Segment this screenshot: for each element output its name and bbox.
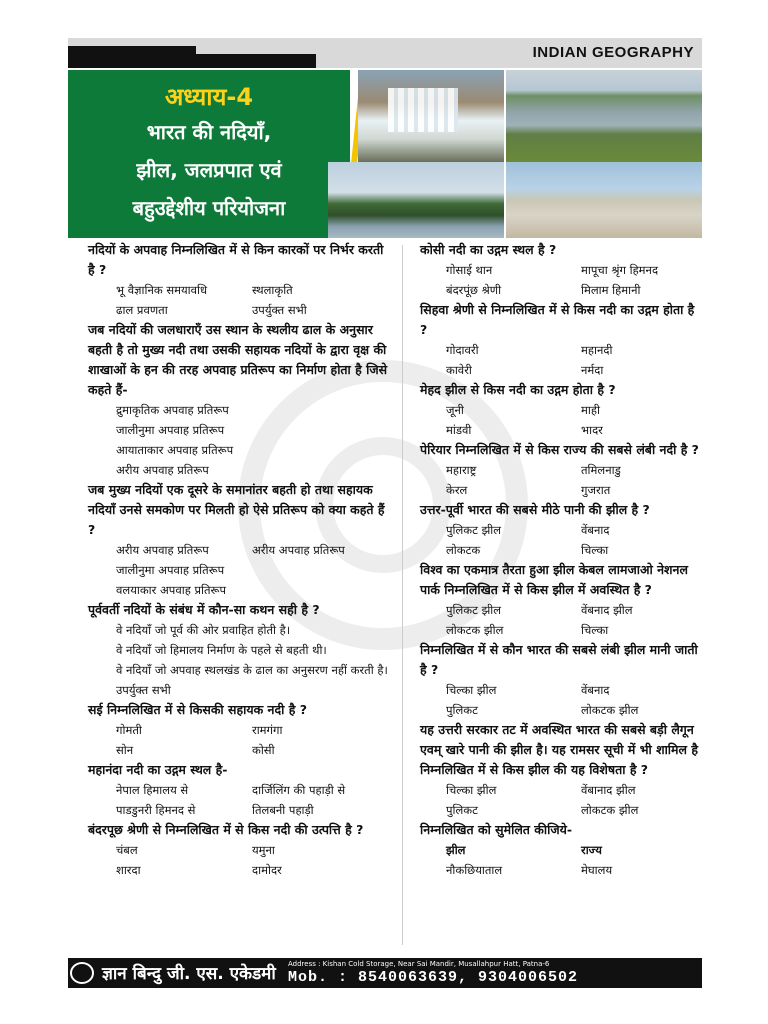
answer-option: झील: [446, 843, 466, 857]
answer-option: द्रुमाकृतिक अपवाह प्रतिरूप: [116, 403, 229, 417]
answer-option: गोदावरी: [446, 343, 479, 357]
footer-mobile: Mob. : 8540063639, 9304006502: [288, 969, 579, 986]
question-block: [88, 320, 388, 480]
answer-option: पुलिकट झील: [446, 603, 502, 617]
academy-logo-icon: [70, 962, 94, 984]
question-text: निम्नलिखित को सुमेलित कीजिये-: [420, 822, 573, 837]
chapter-number: अध्याय-4: [164, 83, 254, 111]
answer-option: गोमती: [116, 723, 142, 737]
question-text: पूर्ववर्ती नदियों के संबंध में कौन-सा कथन सही है ?: [88, 602, 320, 617]
column-divider: [402, 245, 403, 945]
question-block: [420, 440, 702, 500]
answer-option: अरीय अपवाह प्रतिरूप: [252, 543, 345, 557]
answer-option: जालीनुमा अपवाह प्रतिरूप: [116, 563, 225, 577]
answer-option: वेंबानाद झील: [581, 783, 636, 797]
answer-option: उपर्युक्त सभी: [252, 303, 307, 317]
answer-option: नेपाल हिमालय से: [116, 783, 189, 797]
answer-option: पाडडुनरी हिमनद से: [116, 803, 196, 817]
chapter-title-line: भारत की नदियाँ,: [146, 120, 272, 144]
answer-option: अरीय अपवाह प्रतिरूप: [116, 463, 209, 477]
chapter-title-line: झील, जलप्रपात एवं: [136, 158, 282, 182]
answer-option: उपर्युक्त सभी: [116, 683, 171, 697]
river-photo: [506, 70, 702, 162]
chapter-title-line: बहुउद्देशीय परियोजना: [132, 196, 286, 220]
answer-option: लोकटक झील: [581, 803, 639, 817]
page-marker: [676, 966, 700, 984]
question-text: पेरियार निम्नलिखित में से किस राज्य की सबसे लंबी नदी है ?: [420, 442, 699, 457]
question-text: यह उत्तरी सरकार तट में अवस्थित भारत की सबसे बड़ी लैगून एवम् खारे पानी की झील है। यह रामसर सूची में भी शामिल है निम्नलिखित में से किस झील की यह विशेषता है ?: [420, 722, 698, 777]
answer-option: बंदरपूंछ श्रेणी: [446, 283, 502, 297]
question-block: [420, 300, 702, 380]
question-text: सई निम्नलिखित में से किसकी सहायक नदी है ?: [88, 702, 307, 717]
answer-option: जालीनुमा अपवाह प्रतिरूप: [116, 423, 225, 437]
answer-option: कोसी: [252, 743, 275, 757]
subject-title: INDIAN GEOGRAPHY: [532, 44, 694, 61]
answer-option: पुलिकट: [446, 703, 478, 717]
answer-options: [420, 400, 702, 440]
footer-address: Address : Kishan Cold Storage, Near Sai Mandir, Musallahpur Hatt, Patna-6: [288, 960, 550, 968]
question-text: नदियों के अपवाह निम्नलिखित में से किन कारकों पर निर्भर करती है ?: [88, 242, 384, 277]
question-block: [420, 500, 702, 560]
answer-option: तिलबनी पहाड़ी: [252, 803, 314, 817]
answer-options: [420, 460, 702, 500]
answer-options: [420, 340, 702, 380]
answer-option: लोकटक झील: [446, 623, 504, 637]
chapter-title-panel: [68, 70, 350, 238]
question-block: [88, 820, 388, 880]
answer-option: वेंबनाद: [581, 683, 610, 697]
answer-option: रामगंगा: [252, 723, 283, 737]
question-block: [420, 380, 702, 440]
answer-options: [88, 840, 388, 880]
answer-option: जूनी: [446, 403, 464, 417]
question-block: [420, 560, 702, 640]
answer-option: [252, 580, 388, 600]
reservoir-photo: [506, 162, 702, 238]
question-block: [88, 480, 388, 600]
answer-option: पुलिकट: [446, 803, 478, 817]
question-text: जब नदियों की जलधाराएँ उस स्थान के स्थलीय ढाल के अनुसार बहती है तो मुख्य नदी तथा उसकी सहायक नदियों के द्वारा वृक्ष की शाखाओं के हन की तरह अपवाह प्रतिरूप का निर्माण होता है जिसे कहते हैं-: [88, 322, 388, 397]
answer-option: मांडवी: [446, 423, 472, 437]
answer-option: गुजरात: [581, 483, 611, 497]
answer-options: [420, 840, 702, 880]
answer-option: वे नदियाँ जो पूर्व की ओर प्रवाहित होती है।: [116, 623, 291, 637]
answer-option: चिल्का: [581, 543, 609, 557]
question-text: बंदरपूछ श्रेणी से निम्नलिखित में से किस नदी की उत्पत्ति है ?: [88, 822, 364, 837]
header-bar: [68, 38, 702, 68]
answer-options: [420, 520, 702, 560]
right-column: [420, 240, 702, 880]
answer-option: आयाताकार अपवाह प्रतिरूप: [116, 443, 234, 457]
question-text: सिहवा श्रेणी से निम्नलिखित में से किस नदी का उद्गम होता है ?: [420, 302, 695, 337]
question-text: विश्व का एकमात्र तैरता हुआ झील केबल लामजाओ नेशनल पार्क निम्नलिखित में से किस झील में अवस्थित है ?: [420, 562, 688, 597]
question-text: निम्नलिखित में से कौन भारत की सबसे लंबी झील मानी जाती है ?: [420, 642, 698, 677]
answer-option: महाराष्ट्र: [446, 463, 477, 477]
question-text: महानंदा नदी का उद्गम स्थल है-: [88, 762, 228, 777]
question-block: [420, 820, 702, 880]
answer-option: स्थलाकृति: [252, 283, 293, 297]
answer-option: वेंबनाद: [581, 523, 610, 537]
answer-option: माही: [581, 403, 600, 417]
answer-options: [420, 600, 702, 640]
answer-option: मापूचा श्रृंग हिमनद: [581, 263, 659, 277]
answer-options: [88, 280, 388, 320]
answer-options: [88, 620, 388, 700]
answer-options: [88, 400, 388, 480]
answer-option: यमुना: [252, 843, 275, 857]
answer-option: महानदी: [581, 343, 613, 357]
answer-option: चंबल: [116, 843, 138, 857]
question-text: जब मुख्य नदियों एक दूसरे के समानांतर बहती हो तथा सहायक नदियाँ उनसे समकोण पर मिलती हो ऐसे प्रतिरूप को क्या कहते हैं ?: [88, 482, 385, 537]
question-block: [420, 640, 702, 720]
answer-options: [88, 780, 388, 820]
question-text: उत्तर-पूर्वी भारत की सबसे मीठे पानी की झील है ?: [420, 502, 650, 517]
lake-photo: [328, 162, 504, 238]
question-text: कोसी नदी का उद्गम स्थल है ?: [420, 242, 557, 257]
answer-options: [88, 540, 388, 600]
answer-option: वे नदियाँ जो हिमालय निर्माण के पहले से बहती थी।: [116, 643, 327, 657]
question-block: [420, 720, 702, 820]
answer-option: ढाल प्रवणता: [116, 303, 168, 317]
answer-option: शारदा: [116, 863, 141, 877]
answer-option: चिल्का झील: [446, 683, 497, 697]
footer-bar: [68, 958, 702, 988]
chapter-banner: [68, 70, 702, 238]
answer-option: मेघालय: [581, 863, 613, 877]
answer-option: दार्जिलिंग की पहाड़ी से: [252, 783, 346, 797]
answer-option: सोन: [116, 743, 134, 757]
header-decor: [196, 54, 316, 68]
answer-option: चिल्का: [581, 623, 609, 637]
answer-option: तमिलनाडु: [581, 463, 621, 477]
answer-option: लोकटक झील: [581, 703, 639, 717]
question-text: मेहद झील से किस नदी का उद्गम होता है ?: [420, 382, 616, 397]
answer-option: पुलिकट झील: [446, 523, 502, 537]
answer-option: नर्मदा: [581, 363, 604, 377]
answer-option: अरीय अपवाह प्रतिरूप: [116, 543, 209, 557]
header-decor: [68, 46, 196, 68]
answer-options: [420, 260, 702, 300]
answer-options: [88, 720, 388, 760]
left-column: [88, 240, 388, 880]
question-block: [420, 240, 702, 300]
question-block: [88, 240, 388, 320]
answer-options: [420, 780, 702, 820]
answer-option: वलयाकार अपवाह प्रतिरूप: [116, 583, 227, 597]
answer-option: वे नदियाँ जो अपवाह स्थलखंड के ढाल का अनुसरण नहीं करती है।: [116, 663, 388, 677]
question-block: [88, 760, 388, 820]
answer-option: [252, 560, 388, 580]
answer-option: गोसाई थान: [446, 263, 493, 277]
question-block: [88, 600, 388, 700]
question-block: [88, 700, 388, 760]
answer-option: दामोदर: [252, 863, 282, 877]
answer-option: नौकछियाताल: [446, 863, 503, 877]
answer-options: [420, 680, 702, 720]
answer-option: मिलाम हिमानी: [581, 283, 641, 297]
answer-option: राज्य: [581, 843, 602, 857]
answer-option: कावेरी: [446, 363, 472, 377]
answer-option: केरल: [446, 483, 468, 497]
answer-option: भू वैज्ञानिक समयावधि: [116, 283, 208, 297]
answer-option: वेंबनाद झील: [581, 603, 633, 617]
answer-option: भादर: [581, 423, 603, 437]
footer-brand: ज्ञान बिन्दु जी. एस. एकेडमी: [102, 964, 276, 984]
waterfall-photo: [358, 70, 504, 162]
answer-option: लोकटक: [446, 543, 481, 557]
answer-option: चिल्का झील: [446, 783, 497, 797]
